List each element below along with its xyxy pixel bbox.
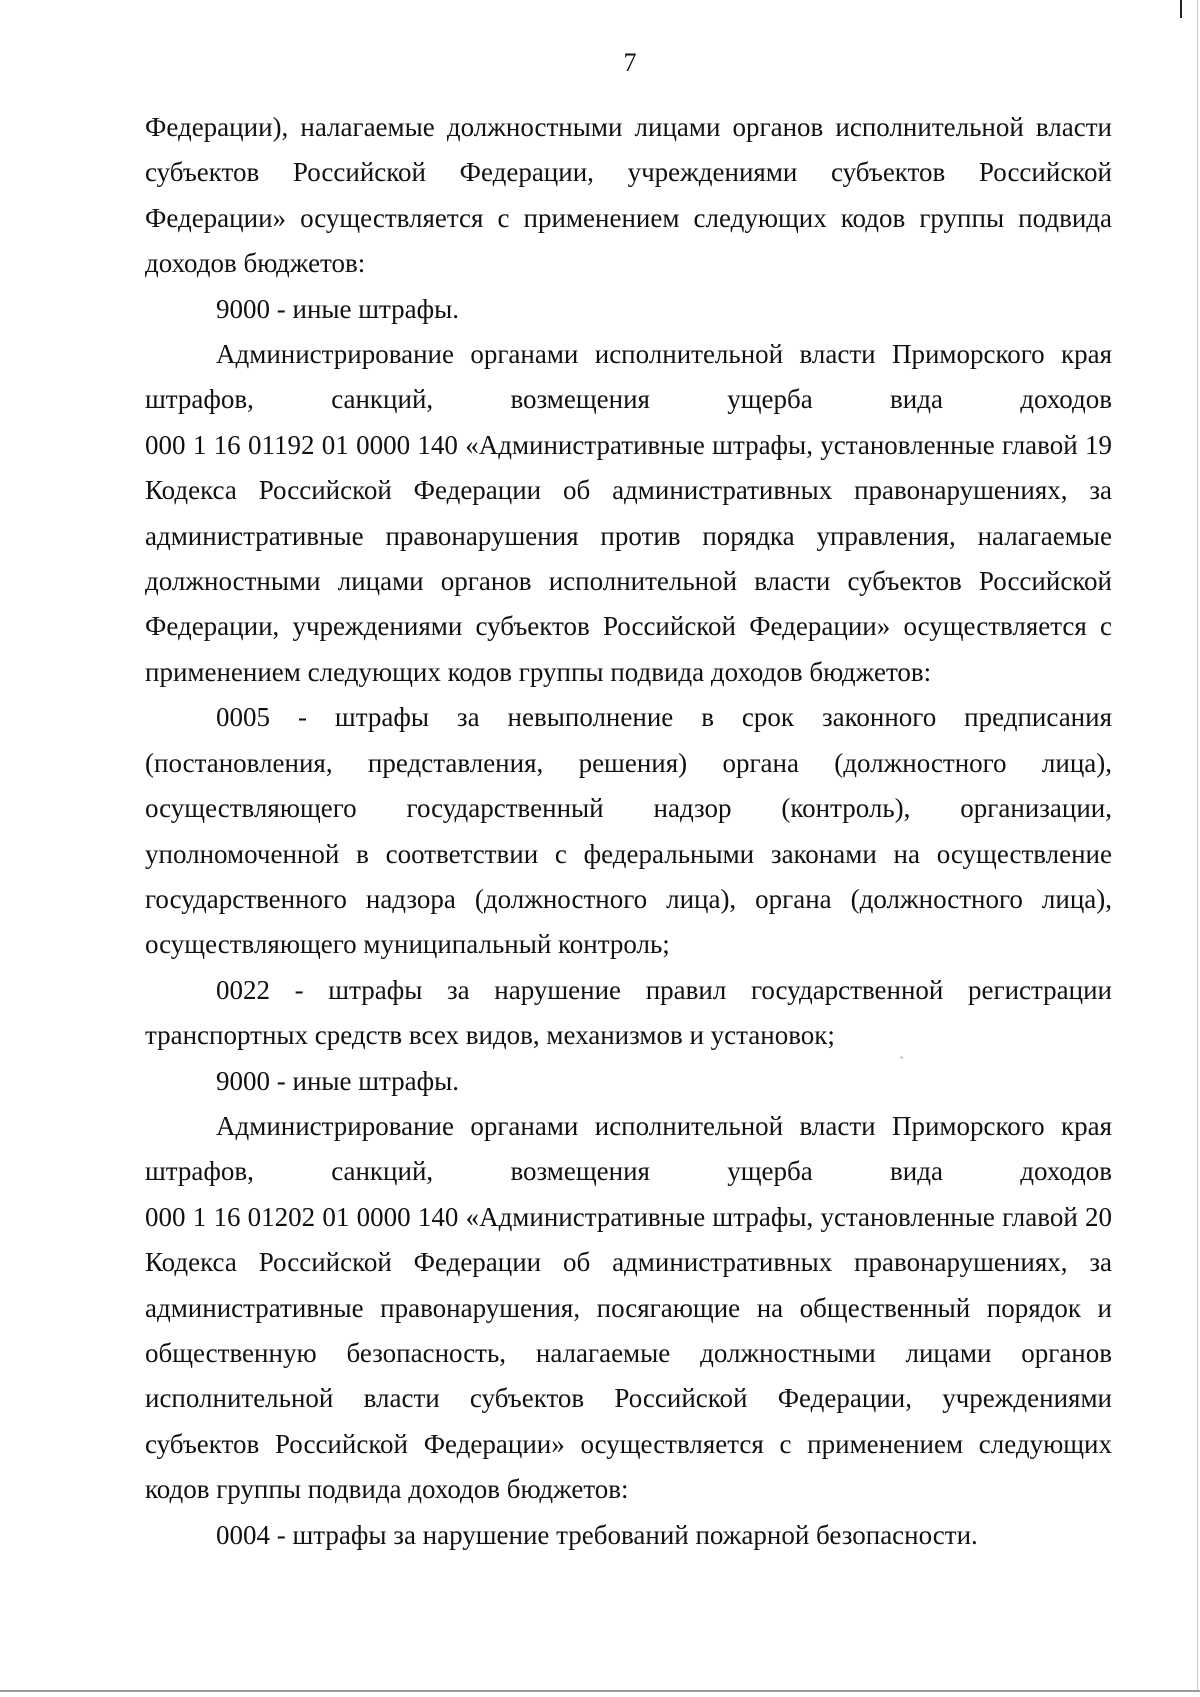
scan-right-edge	[1197, 0, 1198, 1690]
paragraph-administration-body: 000 1 16 01192 01 0000 140 «Административные штрафы, установленные главой 19 Кодекса Российской Федерации об административных правонарушениях, за административные правонарушения против порядка управления, налагаемые должностными лицами органов исполнительной власти субъектов Российской Федерации, учреждениями субъектов Российской Федерации» осуществляется с применением следующих кодов группы подвида доходов бюджетов:	[145, 429, 1112, 687]
scan-bottom-edge	[0, 1690, 1200, 1692]
paragraph-code-9000: 9000 - иные штрафы.	[216, 293, 460, 324]
paragraph-administration-body: 000 1 16 01202 01 0000 140 «Административные штрафы, установленные главой 20 Кодекса Российской Федерации об административных правонарушениях, за административные правонарушения, посягающие на общественный порядок и общественную безопасность, налагаемые должностными лицами органов исполнительной власти субъектов Российской Федерации, учреждениями субъектов Российской Федерации» осуществляется с применением следующих кодов группы подвида доходов бюджетов:	[145, 1201, 1112, 1505]
paragraph-code-9000: 9000 - иные штрафы.	[216, 1065, 460, 1096]
paragraph-administration-heading: Администрирование органами исполнительной власти Приморского края штрафов, санкций, возмещения ущерба вида доходов	[145, 1110, 1112, 1187]
paragraph-administration-heading: Администрирование органами исполнительной власти Приморского края штрафов, санкций, возмещения ущерба вида доходов	[145, 339, 1112, 415]
document-body	[145, 105, 1112, 1558]
scan-edge-mark	[1180, 0, 1182, 18]
paragraph-continuation: Федерации), налагаемые должностными лицами органов исполнительной власти субъектов Российской Федерации, учреждениями субъектов Российской Федерации» осуществляется с применением следующих кодов группы подвида доходов бюджетов:	[145, 112, 1112, 279]
paragraph-code-0005: 0005 - штрафы за невыполнение в срок законного предписания (постановления, представления, решения) органа (должностного лица), осуществляющего государственный надзор (контроль), организации, уполномоченной в соответствии с федеральными законами на осуществление государственного надзора (должностного лица), органа (должностного лица), осуществляющего муниципальный контроль;	[145, 702, 1112, 960]
paragraph-code-0022: 0022 - штрафы за нарушение правил государственной регистрации транспортных средств всех видов, механизмов и установок;	[145, 974, 1112, 1051]
page-number: 7	[623, 48, 637, 77]
paragraph-code-0004: 0004 - штрафы за нарушение требований пожарной безопасности.	[216, 1519, 978, 1550]
